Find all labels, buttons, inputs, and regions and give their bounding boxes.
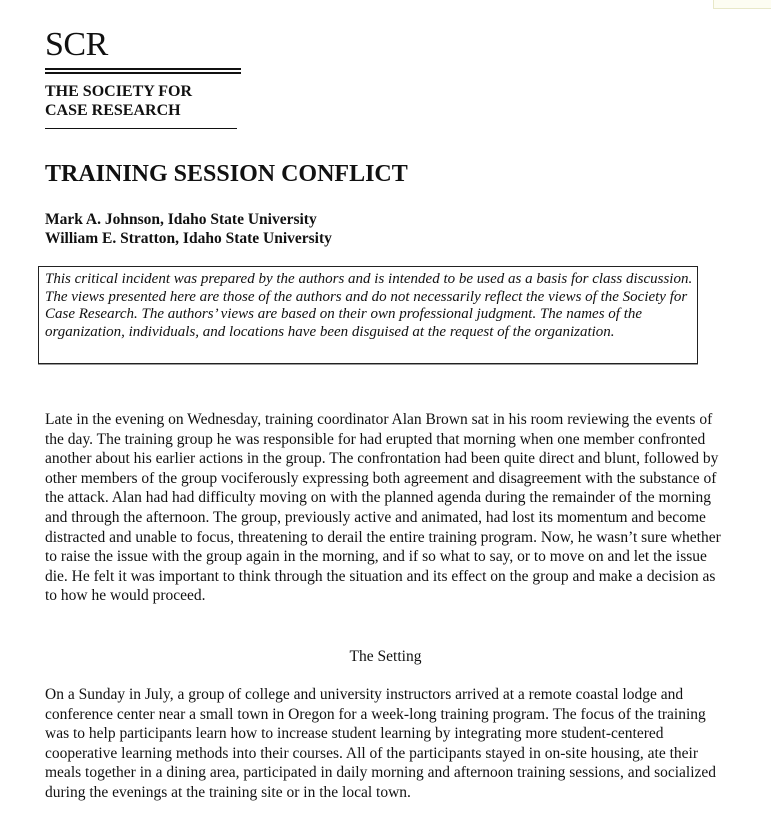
author-1: Mark A. Johnson, Idaho State University	[45, 211, 317, 228]
setting-paragraph: On a Sunday in July, a group of college and university instructors arrived at a remote coastal lodge and conference center near a small town in Oregon for a week-long training program. The focus of the training was to help participants learn how to increase student learning by integrating more student-centered cooperative learning methods into their courses. All of the participants stayed in on-site housing, ate their meals together in a dining area, participated in daily morning and afternoon training sessions, and socialized during the evenings at the training site or in the local town.	[45, 686, 717, 801]
section-heading-setting: The Setting	[349, 648, 422, 665]
scr-logo: SCR	[45, 26, 108, 63]
logo-double-rule	[45, 68, 241, 74]
page-corner-decoration	[713, 0, 771, 9]
society-name-line2: CASE RESEARCH	[45, 102, 181, 119]
society-name-line1: THE SOCIETY FOR	[45, 83, 192, 100]
intro-paragraph: Late in the evening on Wednesday, training coordinator Alan Brown sat in his room reviewing the events of the day. The training group he was responsible for had erupted that morning when one member confronted another about his earlier actions in the group. The confrontation had been quite direct and blunt, followed by other members of the group vociferously expressing both agreement and disagreement with the substance of the attack. Alan had had difficulty moving on with the planned agenda during the remainder of the morning and through the afternoon. The group, previously active and animated, had lost its momentum and become distracted and unable to focus, threatening to derail the entire training program. Now, he wasn’t sure whether to raise the issue with the group again in the morning, and if so what to say, or to move on and let the issue die. He felt it was important to think through the situation and its effect on the group and make a decision as to how he would proceed.	[45, 411, 721, 605]
case-title: TRAINING SESSION CONFLICT	[45, 161, 408, 187]
author-2: William E. Stratton, Idaho State University	[45, 230, 332, 247]
society-underline	[45, 128, 237, 129]
author-list	[45, 210, 332, 248]
society-name	[45, 82, 192, 120]
disclaimer-box: This critical incident was prepared by the authors and is intended to be used as a basis for class discussion. The views presented here are those of the authors and do not necessarily reflect the views of the Society for Case Research. The authors’ views are based on their own professional judgment. The names of the organization, individuals, and locations have been disguised at the request of the organization.	[38, 266, 698, 364]
